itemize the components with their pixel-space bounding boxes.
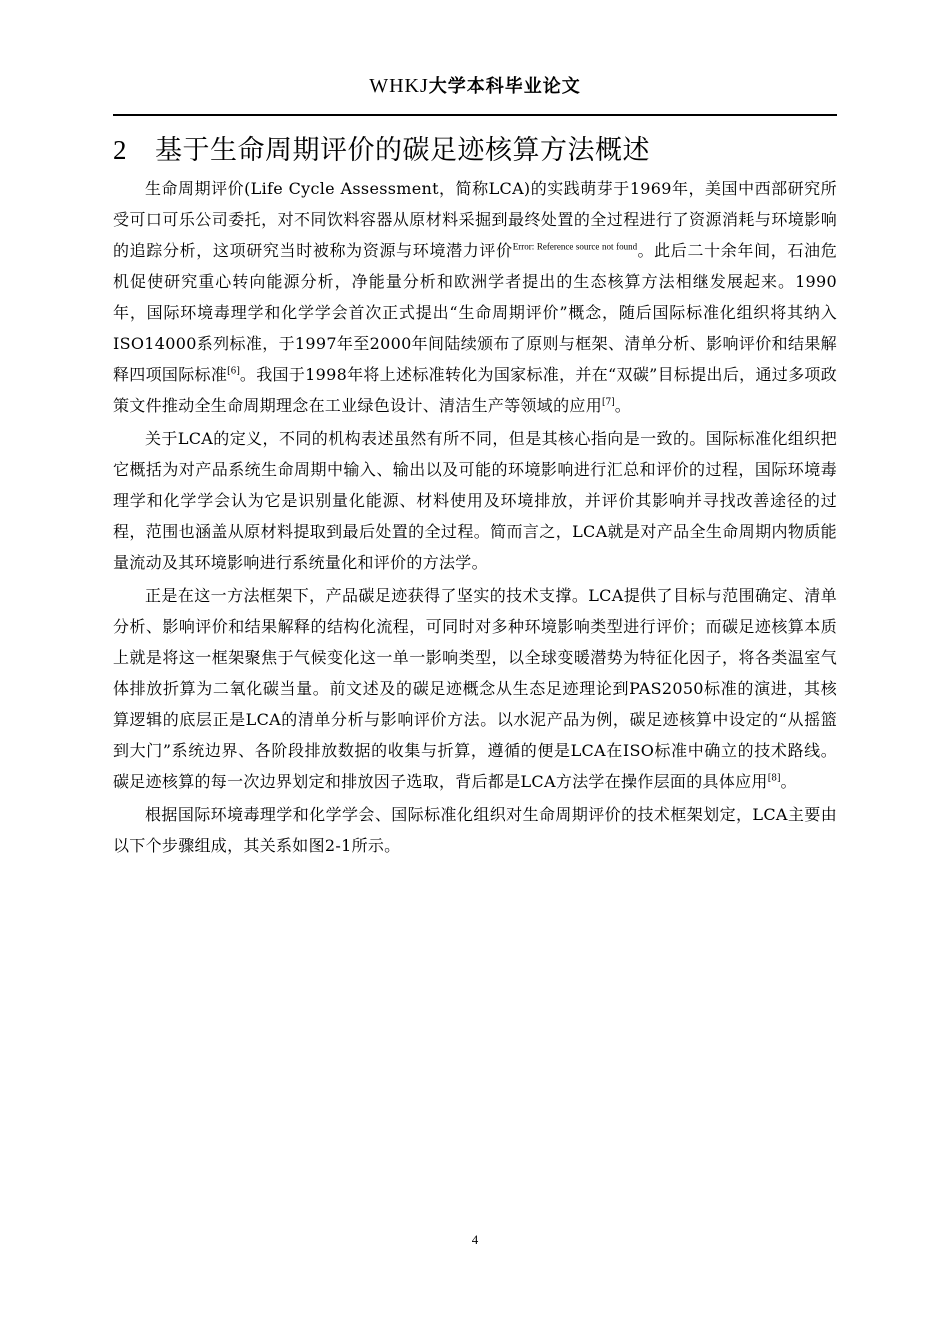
paragraph-lca-definition xyxy=(113,423,837,578)
header-title: 大学本科毕业论文 xyxy=(428,76,581,97)
paragraph-lca-steps xyxy=(113,799,837,861)
chapter-title: 基于生命周期评价的碳足迹核算方法概述 xyxy=(155,135,650,166)
paragraph-text: 。此后二十余年间，石油危机促使研究重心转向能源分析，净能量分析和欧洲学者提出的生态核算方法相继发展起来。1990年，国际环境毒理学和化学学会首次正式提出“生命周期评价”概念，随后国际标准化组织将其纳入ISO14000系列标准，于1997年至2000年间陆续颁布了原则与框架、清单分析、影响评价和结果解释四项国际标准 xyxy=(113,241,837,384)
paragraph-lca-history xyxy=(113,173,837,421)
page-number: 4 xyxy=(471,1232,479,1247)
chapter-number: 2 xyxy=(113,135,127,165)
body-text xyxy=(113,173,837,861)
paragraph-text: 关于LCA的定义，不同的机构表述虽然有所不同，但是其核心指向是一致的。国际标准化组织把它概括为对产品系统生命周期中输入、输出以及可能的环境影响进行汇总和评价的过程，国际环境毒理学和化学学会认为它是识别量化能源、材料使用及环境排放，并评价其影响并寻找改善途径的过程，范围也涵盖从原材料提取到最后处置的全过程。简而言之，LCA就是对产品全生命周期内物质能量流动及其环境影响进行系统量化和评价的方法学。 xyxy=(113,429,837,572)
paragraph-text: 。 xyxy=(614,396,632,415)
header-school-code: WHKJ xyxy=(369,75,429,97)
header-divider xyxy=(113,114,837,116)
paragraph-carbon-footprint xyxy=(113,580,837,797)
chapter-heading xyxy=(113,131,650,170)
citation-7: [7] xyxy=(602,397,615,408)
paragraph-text: 。 xyxy=(780,772,797,791)
citation-8: [8] xyxy=(767,773,781,784)
paragraph-text: 正是在这一方法框架下，产品碳足迹获得了坚实的技术支撑。LCA提供了目标与范围确定、清单分析、影响评价和结果解释的结构化流程，可同时对多种环境影响类型进行评价；而碳足迹核算本质上就是将这一框架聚焦于气候变化这一单一影响类型，以全球变暖潜势为特征化因子，将各类温室气体排放折算为二氧化碳当量。前文述及的碳足迹概念从生态足迹理论到PAS2050标准的演进，其核算逻辑的底层正是LCA的清单分析与影响评价方法。以水泥产品为例，碳足迹核算中设定的“从摇篮到大门”系统边界、各阶段排放数据的收集与折算，遵循的便是LCA在ISO标准中确立的技术路线。碳足迹核算的每一次边界划定和排放因子选取，背后都是LCA方法学在操作层面的具体应用 xyxy=(113,586,837,791)
page-header xyxy=(113,72,837,101)
reference-error-text: Error: Reference source not found xyxy=(512,241,638,252)
paragraph-text: 根据国际环境毒理学和化学学会、国际标准化组织对生命周期评价的技术框架划定，LCA主要由以下个步骤组成，其关系如图2-1所示。 xyxy=(113,805,837,855)
paragraph-text: 。我国于1998年将上述标准转化为国家标准，并在“双碳”目标提出后，通过多项政策文件推动全生命周期理念在工业绿色设计、清洁生产等领域的应用 xyxy=(113,365,838,415)
citation-6: [6] xyxy=(227,366,240,377)
paragraph-text: 生命周期评价(Life Cycle Assessment，简称LCA)的实践萌芽于1969年，美国中西部研究所受可口可乐公司委托，对不同饮料容器从原材料采掘到最终处置的全过程进行了资源消耗与环境影响的追踪分析，这项研究当时被称为资源与环境潜力评价 xyxy=(113,179,837,260)
